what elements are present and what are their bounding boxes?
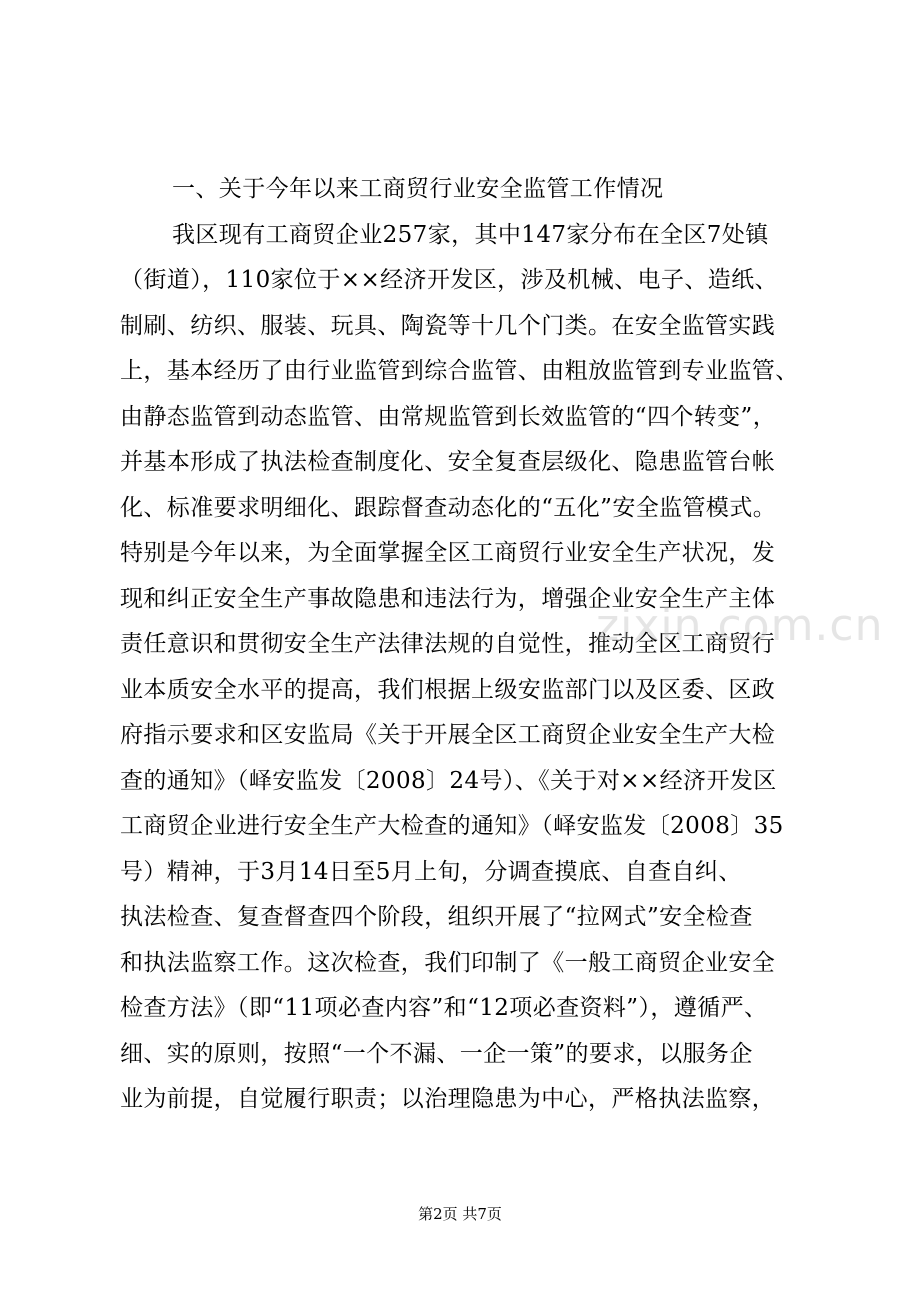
watermark: zixin.com.cn xyxy=(596,600,884,651)
paragraph-line: 业本质安全水平的提高，我们根据上级安监部门以及区委、区政 xyxy=(120,676,776,703)
paragraph-line: 我区现有工商贸企业257家，其中147家分布在全区7处镇 xyxy=(172,221,769,248)
section-heading: 一、关于今年以来工商贸行业安全监管工作情况 xyxy=(172,176,664,202)
paragraph-line: 由静态监管到动态监管、由常规监管到长效监管的“四个转变”， xyxy=(120,403,777,430)
paragraph-line: （街道），110家位于××经济开发区，涉及机械、电子、造纸、 xyxy=(120,267,778,293)
paragraph-line: 上，基本经历了由行业监管到综合监管、由粗放监管到专业监管、 xyxy=(120,358,799,384)
paragraph-line: 细、实的原则，按照“一个不漏、一企一策”的要求，以服务企 xyxy=(120,1040,753,1067)
paragraph-line: 业为前提，自觉履行职责；以治理隐患为中心，严格执法监察， xyxy=(120,1086,776,1112)
page-footer: 第2页 共7页 xyxy=(418,1205,502,1223)
paragraph-line: 责任意识和贯彻安全生产法律法规的自觉性，推动全区工商贸行 xyxy=(120,631,776,657)
paragraph-line: 特别是今年以来，为全面掌握全区工商贸行业安全生产状况，发 xyxy=(120,540,776,566)
paragraph-line: 执法检查、复查督查四个阶段，组织开展了“拉网式”安全检查 xyxy=(120,904,753,930)
paragraph-line: 查的通知》（峄安监发〔2008〕24号）、《关于对××经济开发区 xyxy=(120,767,777,794)
paragraph-line: 检查方法》（即“11项必查内容”和“12项必查资料”），遵循严、 xyxy=(120,995,768,1021)
paragraph-line: 化、标准要求明细化、跟踪督查动态化的“五化”安全监管模式。 xyxy=(120,494,777,521)
paragraph-line: 和执法监察工作。这次检查，我们印制了《一般工商贸企业安全 xyxy=(120,949,776,976)
paragraph-line: 工商贸企业进行安全生产大检查的通知》（峄安监发〔2008〕35 xyxy=(120,813,784,839)
document-body xyxy=(120,167,820,1123)
paragraph-line: 现和纠正安全生产事故隐患和违法行为，增强企业安全生产主体 xyxy=(120,585,776,612)
paragraph-line: 府指示要求和区安监局《关于开展全区工商贸企业安全生产大检 xyxy=(120,722,776,748)
paragraph-line: 并基本形成了执法检查制度化、安全复查层级化、隐患监管台帐 xyxy=(120,449,776,475)
paragraph-line: 制刷、纺织、服装、玩具、陶瓷等十几个门类。在安全监管实践 xyxy=(120,312,776,339)
paragraph-line: 号）精神，于3月14日至5月上旬，分调查摸底、自查自纠、 xyxy=(120,858,742,885)
